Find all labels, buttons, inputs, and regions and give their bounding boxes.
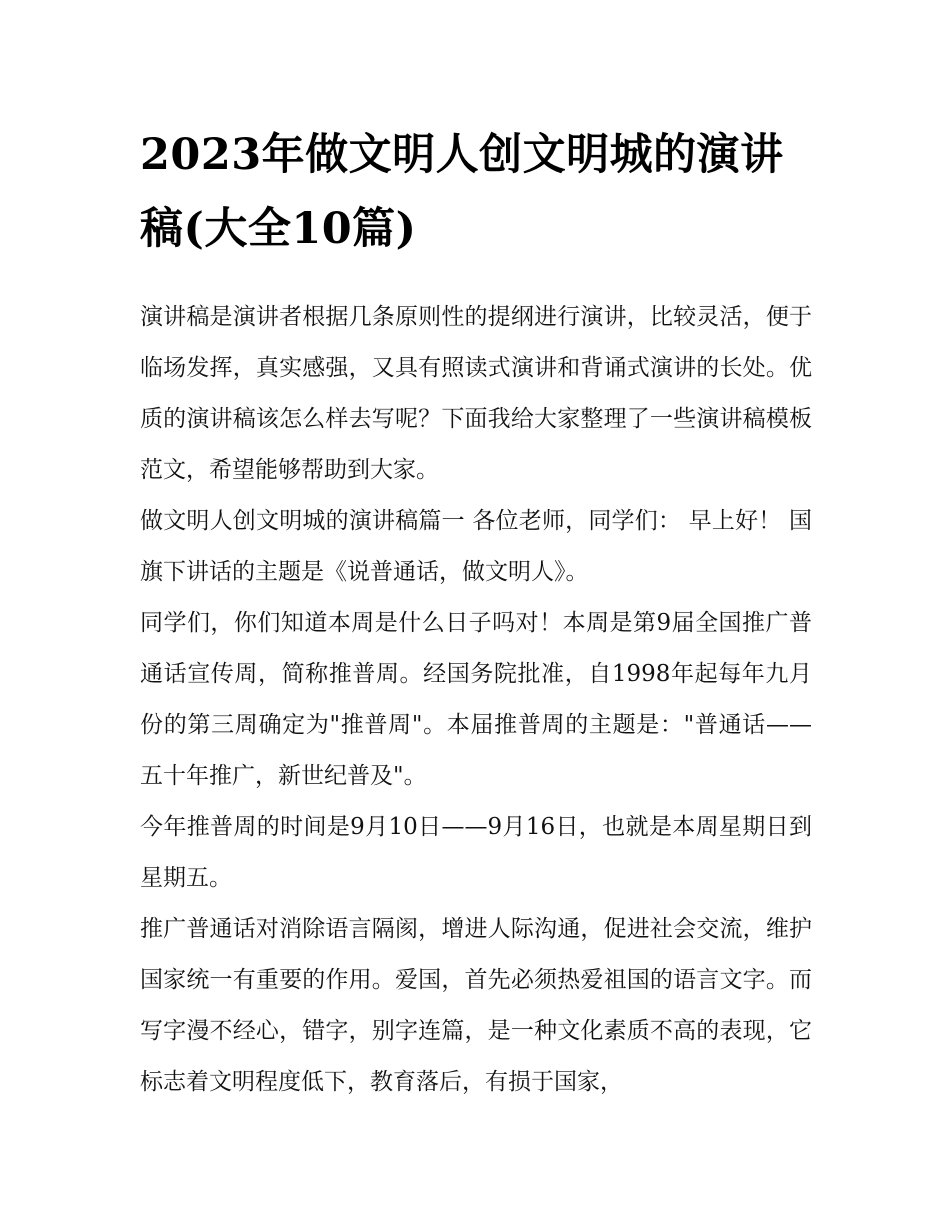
document-page	[140, 118, 812, 1108]
paragraph-week-dates: 今年推普周的时间是9月10日——9月16日，也就是本周星期日到星期五。	[140, 814, 812, 891]
document-title: 2023年做文明人创文明城的演讲稿(大全10篇)	[140, 130, 784, 254]
paragraph-promotion-week: 同学们，你们知道本周是什么日子吗对！本周是第9届全国推广普通话宣传周，简称推普周。经国务院批准，自1998年起每年九月份的第三周确定为"推普周"。本届推普周的主题是："普通话——五十年推广，新世纪普及"。	[140, 610, 812, 789]
paragraph-importance: 推广普通话对消除语言隔阂，增进人际沟通，促进社会交流，维护国家统一有重要的作用。爱国，首先必须热爱祖国的语言文字。而写字漫不经心，错字，别字连篇，是一种文化素质不高的表现，它标志着文明程度低下，教育落后，有损于国家，	[140, 916, 812, 1095]
paragraph-intro: 演讲稿是演讲者根据几条原则性的提纲进行演讲，比较灵活，便于临场发挥，真实感强，又具有照读式演讲和背诵式演讲的长处。优质的演讲稿该怎么样去写呢？下面我给大家整理了一些演讲稿模板范文，希望能够帮助到大家。	[140, 304, 812, 483]
paragraph-speech-opening: 做文明人创文明城的演讲稿篇一 各位老师，同学们： 早上好！ 国旗下讲话的主题是《说普通话，做文明人》。	[140, 508, 812, 585]
document-body	[140, 292, 812, 1108]
